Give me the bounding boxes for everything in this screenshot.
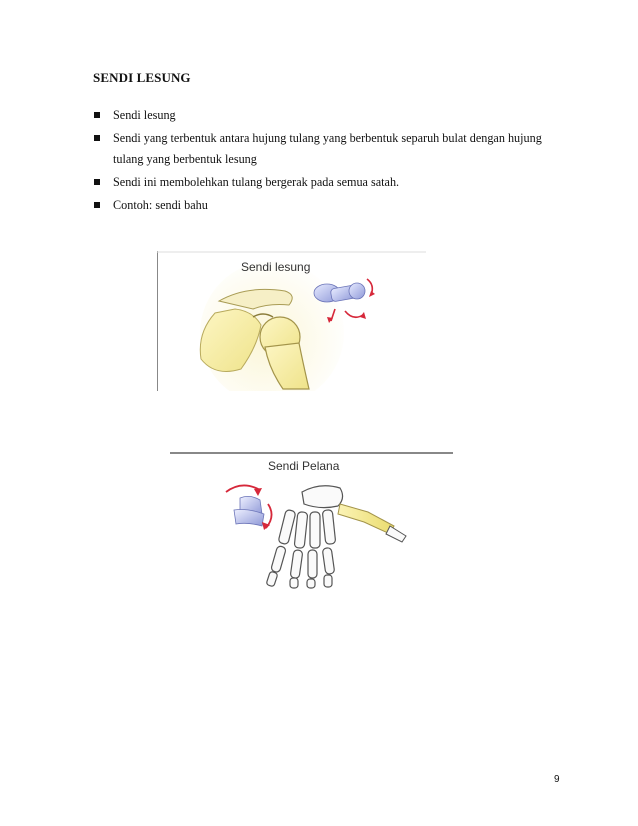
- section-heading: SENDI LESUNG: [93, 70, 191, 85]
- hand-joint-illustration: [170, 452, 453, 589]
- bullet-text: Contoh: sendi bahu: [113, 198, 208, 212]
- saddle-joint-figure: [170, 452, 453, 589]
- bullet-square-icon: [94, 112, 100, 118]
- list-item: [93, 172, 573, 193]
- list-item: [93, 128, 573, 170]
- list-item: [93, 105, 573, 126]
- bullet-square-icon: [94, 179, 100, 185]
- figure-caption: Sendi Pelana: [268, 459, 340, 473]
- figure-caption: Sendi lesung: [241, 260, 311, 274]
- bullet-square-icon: [94, 135, 100, 141]
- bullet-text: Sendi ini membolehkan tulang bergerak pada semua satah.: [113, 175, 400, 189]
- bullet-square-icon: [94, 202, 100, 208]
- list-item: [93, 195, 573, 216]
- shoulder-joint-illustration: [157, 251, 426, 391]
- page-number: 9: [554, 774, 560, 785]
- bullet-text: Sendi yang terbentuk antara hujung tulang yang berbentuk separuh bulat dengan hujung tulang yang berbentuk lesung: [113, 131, 542, 166]
- bullet-text: Sendi lesung: [113, 108, 176, 122]
- ball-socket-joint-figure: [157, 251, 426, 391]
- bullet-list: [93, 105, 573, 218]
